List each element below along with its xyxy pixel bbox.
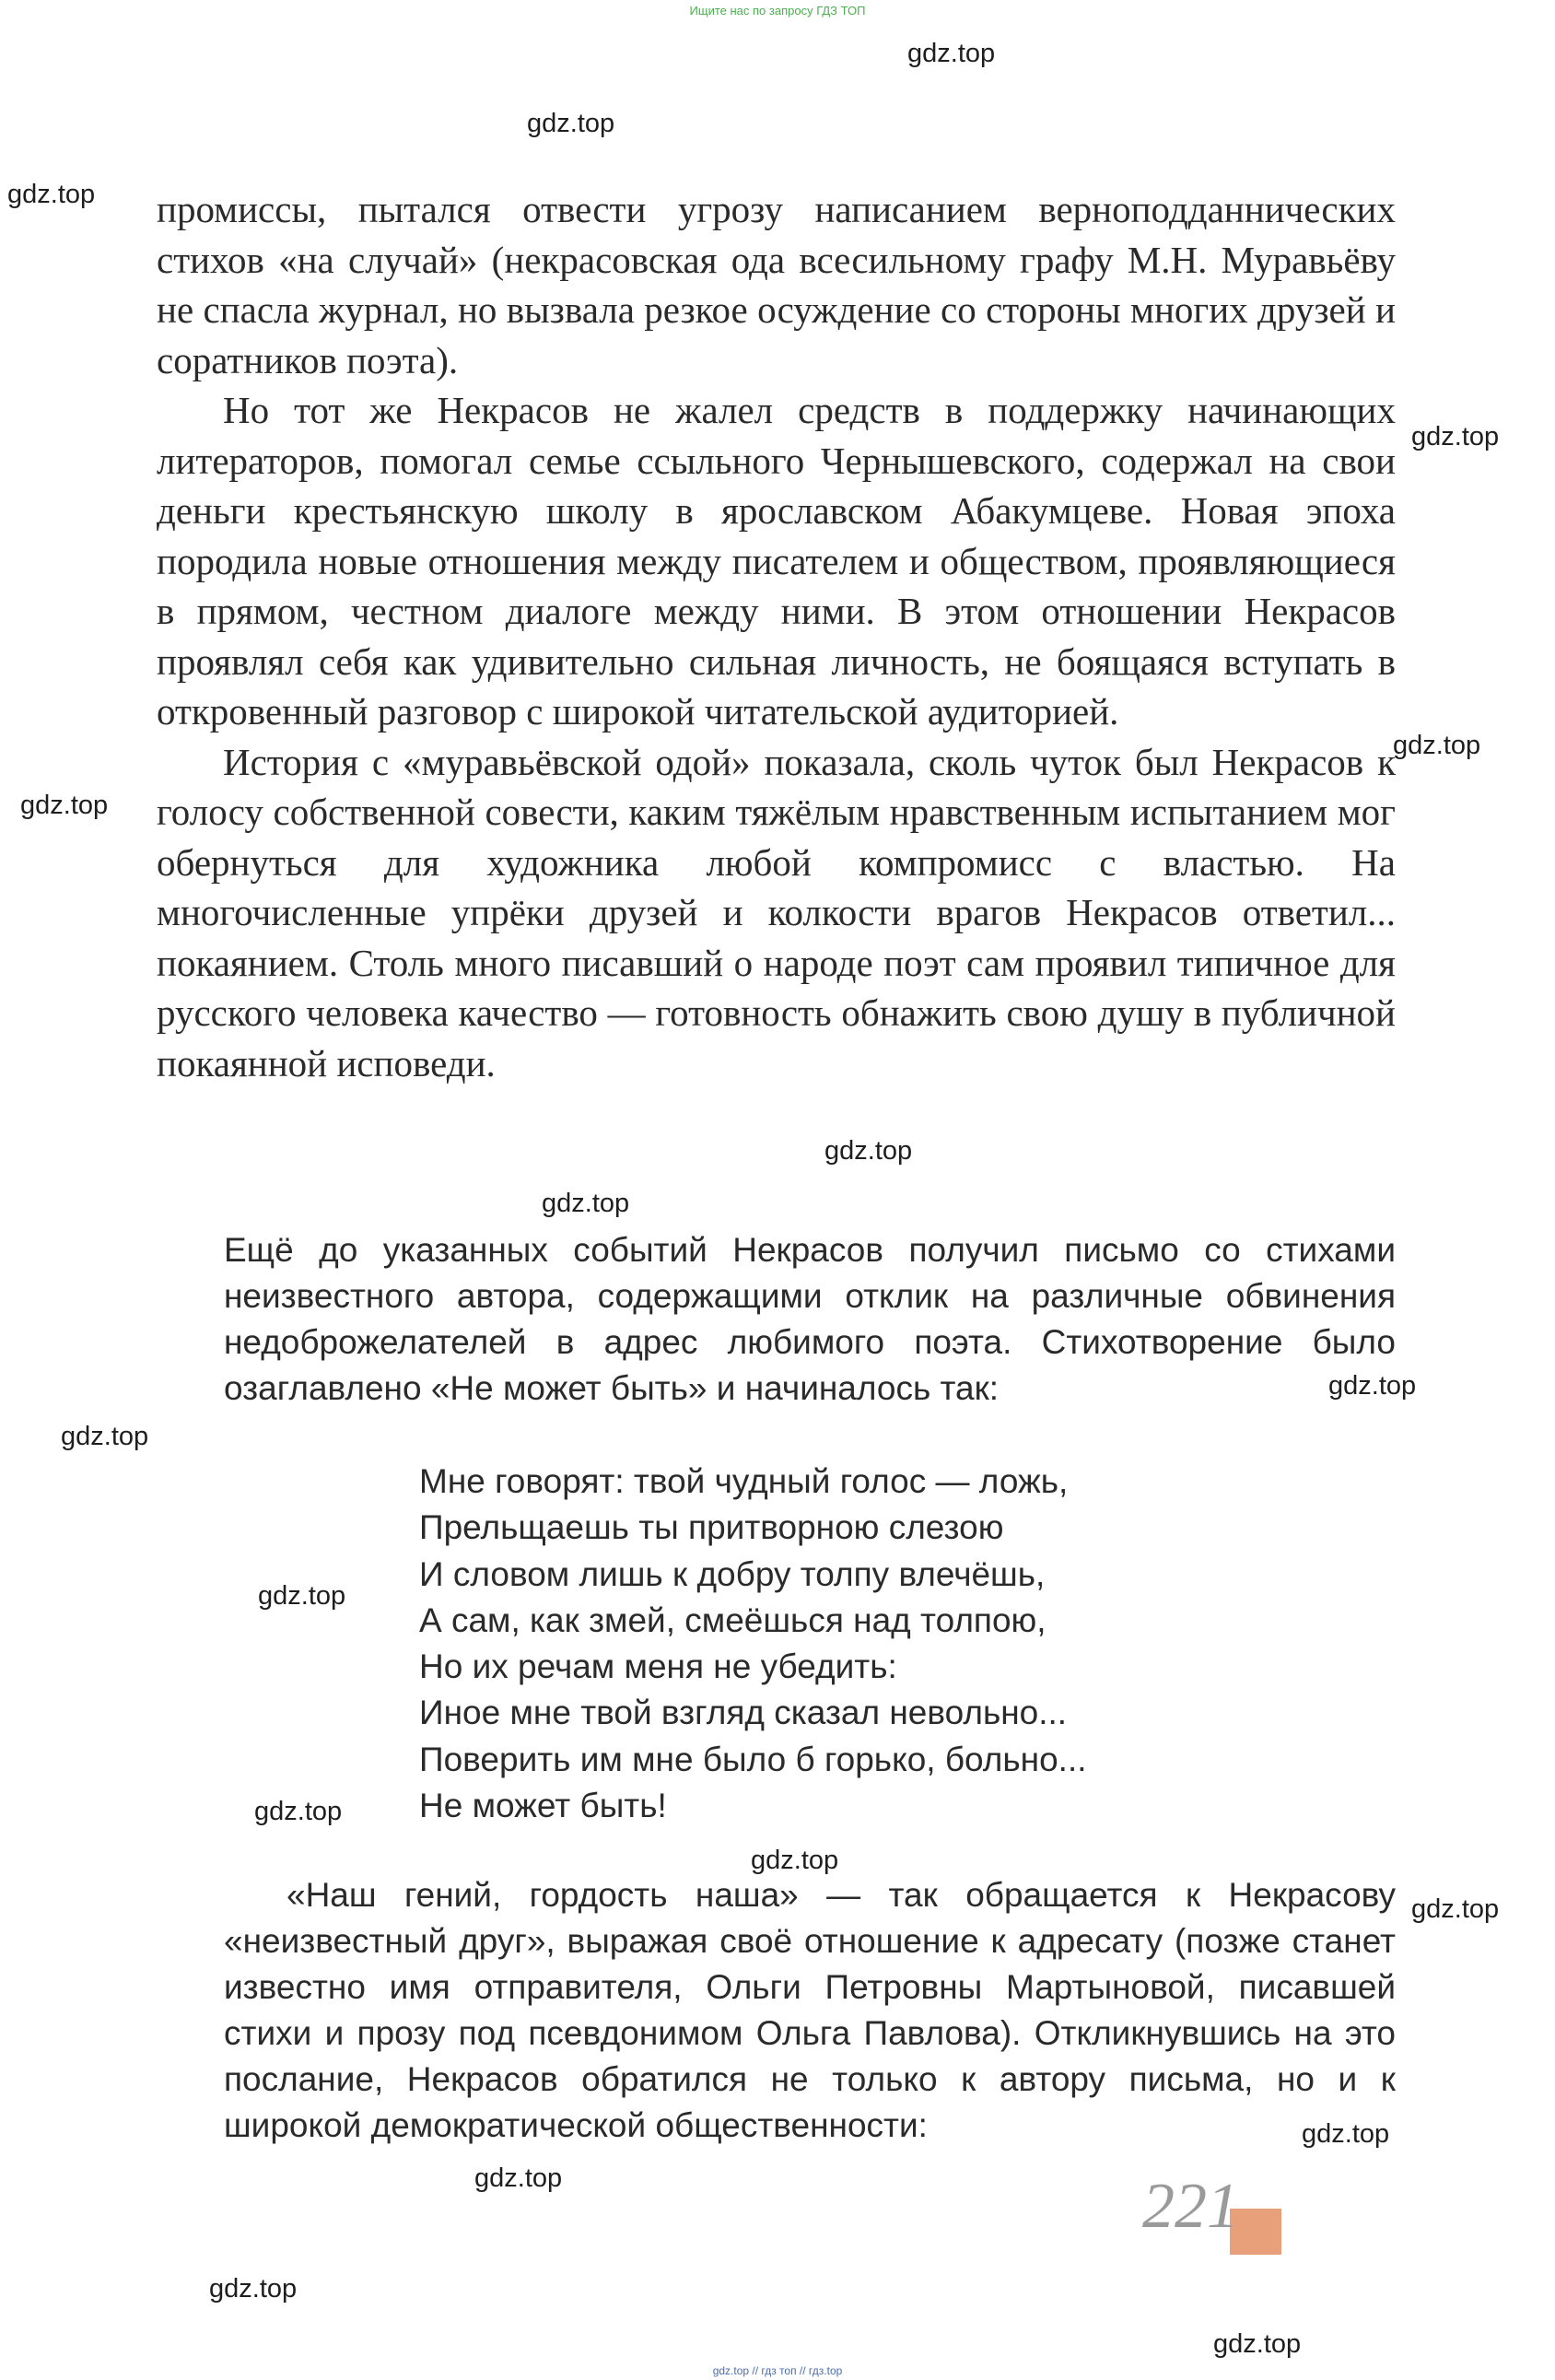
insert-intro-text: Ещё до указанных событий Некрасов получил письмо со стихами неизвестного автора, содержащими отклик на различные обвинения недоброжелателей в адрес любимого поэта. Стихотворение было озаглавлено «Не может быть» и начиналось так: (224, 1231, 1396, 1407)
poem-line: А сам, как змей, смеёшься над толпою, (419, 1600, 1046, 1639)
paragraph: История с «муравьёвской одой» показала, сколь чуток был Некрасов к голосу собственной совести, каким тяжёлым нравственным испытанием мог обернуться для художника любой компромисс с властью. На многочисленные упрёки друзей и колкости врагов Некрасов ответил... покаянием. Столь много писавший о народе поэт сам проявил типичное для русского человека качество — готовность обнажить свою душу в публичной покаянной исповеди. (157, 740, 1396, 1084)
poem-line: И словом лишь к добру толпу влечёшь, (419, 1554, 1046, 1593)
footer-note[interactable]: gdz.top // гдз топ // гдз.top (712, 2364, 843, 2377)
watermark: gdz.top (209, 2274, 298, 2304)
watermark: gdz.top (7, 180, 96, 209)
watermark: gdz.top (20, 791, 109, 820)
watermark: gdz.top (254, 1797, 343, 1826)
insert-outro (224, 1872, 1396, 2149)
insert-intro (224, 1227, 1396, 1412)
poem-line: Мне говорят: твой чудный голос — ложь, (419, 1462, 1069, 1500)
watermark: gdz.top (61, 1422, 149, 1451)
watermark: gdz.top (258, 1581, 346, 1611)
watermark: gdz.top (751, 1846, 839, 1875)
watermark: gdz.top (1213, 2329, 1302, 2359)
watermark: gdz.top (1411, 1894, 1500, 1924)
paragraph: промиссы, пытался отвести угрозу написанием верноподданнических стихов «на случай» (некрасовская ода всесильному графу М.Н. Муравьёву не спасла журнал, но вызвала резкое осуждение со стороны многих друзей и соратников поэта). (157, 188, 1396, 381)
poem-line: Не может быть! (419, 1787, 667, 1825)
watermark: gdz.top (907, 39, 996, 68)
watermark: gdz.top (527, 109, 615, 138)
watermark: gdz.top (474, 2163, 563, 2193)
watermark: gdz.top (1393, 731, 1481, 760)
watermark: gdz.top (1328, 1371, 1417, 1401)
insert-outro-text: «Наш гений, гордость наша» — так обращается к Некрасову «неизвестный друг», выражая своё отношение к адресату (позже станет известно имя отправителя, Ольги Петровны Мартыновой, писавшей стихи и прозу под псевдонимом Ольга Павлова). Откликнувшись на это послание, Некрасов обратился не только к автору письма, но и к широкой демократической общественности: (224, 1876, 1396, 2144)
paragraph: Но тот же Некрасов не жалел средств в поддержку начинающих литераторов, помогал семье ссыльного Чернышевского, содержал на свои деньги крестьянскую школу в ярославском Абакумцеве. Новая эпоха породила новые отношения между писателем и обществом, проявляющиеся в прямом, честном диалоге между ними. В этом отношении Некрасов проявлял себя как удивительно сильная личность, не боящаяся вступать в откровенный разговор с широкой читательской аудиторией. (157, 389, 1396, 733)
header-note[interactable]: Ищите нас по запросу ГДЗ ТОП (689, 4, 866, 18)
main-text (157, 184, 1396, 1088)
poem-line: Прельщаешь ты притворною слезою (419, 1508, 1004, 1547)
poem-line: Но их речам меня не убедить: (419, 1647, 897, 1686)
watermark: gdz.top (1411, 422, 1500, 451)
poem (419, 1459, 1087, 1829)
watermark: gdz.top (824, 1136, 913, 1166)
watermark: gdz.top (1302, 2119, 1390, 2149)
poem-line: Поверить им мне было б горько, больно... (419, 1740, 1087, 1778)
watermark: gdz.top (542, 1189, 630, 1218)
page-number: 221 (1142, 2171, 1239, 2242)
poem-line: Иное мне твой взгляд сказал невольно... (419, 1694, 1068, 1732)
